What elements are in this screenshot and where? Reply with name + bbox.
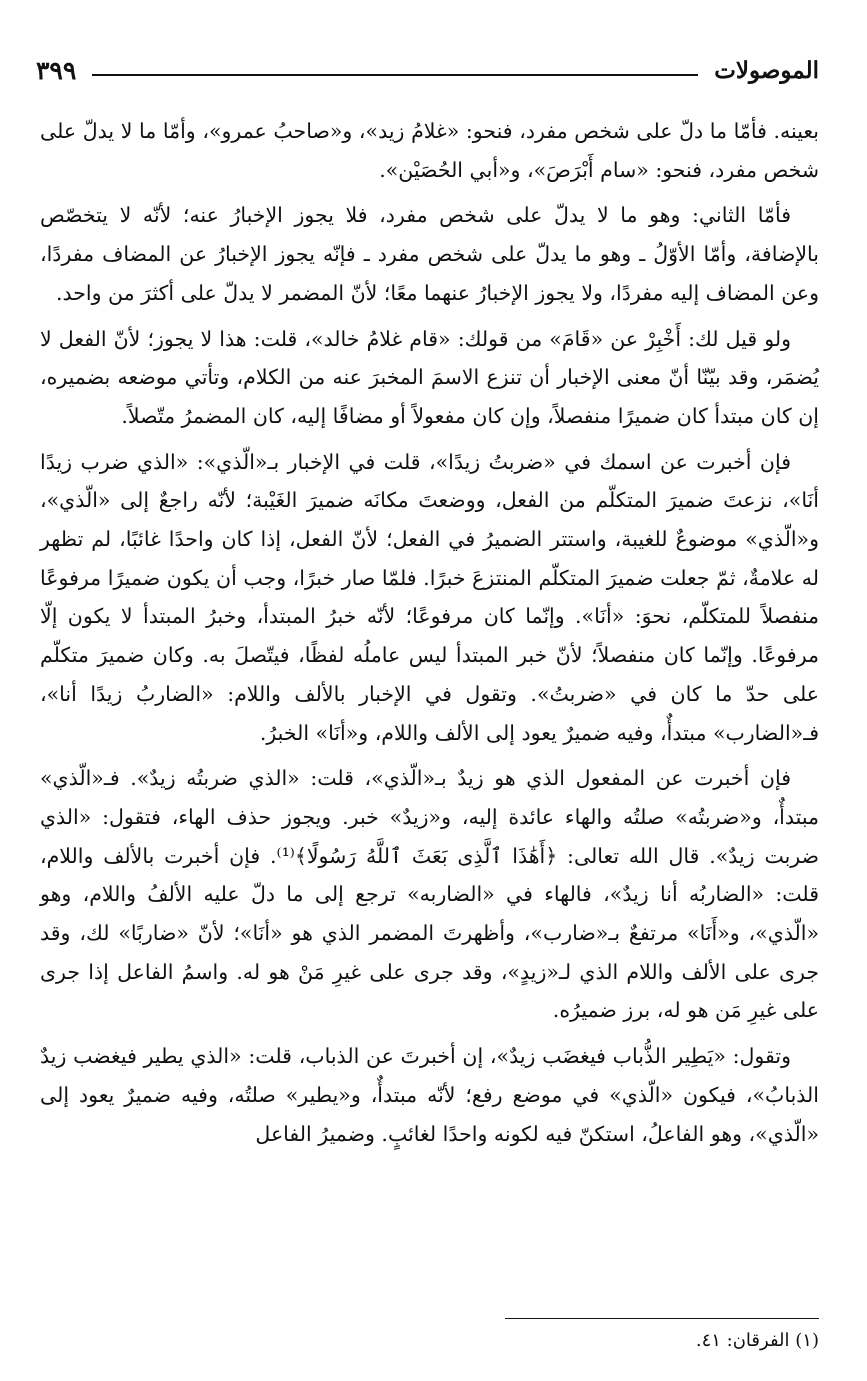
main-text — [40, 112, 819, 1160]
paragraph: فإن أخبرت عن اسمك في «ضربتُ زيدًا»، قلت في الإخبار بـ«الّذي»: «الذي ضرب زيدًا أنَا»، نزعتَ ضميرَ المتكلّم من الفعل، ووضعتَ مكانَه ضميرَ الغَيْبة؛ لأنّه راجعٌ إلى «الّذي»، و«الّذي» موضوعٌ للغيبة، واستتر الضميرُ في الفعل؛ لأنّ الفعل، إذا كان واحدًا غائبًا، لم تظهر له علامةٌ، ثمّ جعلت ضميرَ المتكلّم المنتزعَ خبرًا. فلمّا صار خبرًا، وجب أن يكون ضميرًا مرفوعًا منفصلاً للمتكلّم، نحوَ: «أنَا». وإنّما كان مرفوعًا؛ لأنّه خبرُ المبتدأ، وخبرُ المبتدأ لا يكون إلّا مرفوعًا. وإنّما كان منفصلاً؛ لأنّ خبر المبتدأ ليس عاملُه لفظًا، فيتّصلَ به. وكان ضميرَ متكلّم على حدّ ما كان في «ضربتُ». وتقول في الإخبار بالألف واللام: «الضاربُ زيدًا أنا»، فـ«الضارب» مبتدأٌ، وفيه ضميرٌ يعود إلى الألف واللام، و«أنَا» الخبرُ. — [40, 449, 819, 745]
header-rule — [92, 74, 698, 76]
paragraph: بعينه. فأمّا ما دلّ على شخص مفرد، فنحو: «غلامُ زيد»، و«صاحبُ عمرو»، وأمّا ما لا يدلّ على شخص مفرد، فنحو: «سام أَبْرَصَ»، و«أبي الحُصَيْن». — [40, 119, 819, 182]
paragraph: وتقول: «يَطِير الذُّباب فيغضَب زيدٌ»، إن أخبرتَ عن الذباب، قلت: «الذي يطير فيغضب زيدٌ الذبابُ»، فيكون «الّذي» في موضع رفع؛ لأنّه مبتدأٌ، و«يطير» صلتُه، وفيه ضميرٌ يعود إلى «الّذي»، وهو الفاعلُ، استكنّ فيه لكونه واحدًا لغائبٍ. وضميرُ الفاعل — [40, 1044, 819, 1146]
paragraph: فإن أخبرت عن المفعول الذي هو زيدٌ بـ«الّذي»، قلت: «الذي ضربتُه زيدٌ». فـ«الّذي» مبتدأٌ، و«ضربتُه» صلتُه والهاء عائدة إليه، و«زيدٌ» خبر. ويجوز حذف الهاء، فتقول: «الذي ضربت زيدٌ». قال الله تعالى: ﴿أَهَٰذَا ٱلَّذِى بَعَثَ ٱللَّهُ رَسُولًا﴾⁽¹⁾. فإن أخبرت بالألف واللام، قلت: «الضاربُه أنا زيدٌ»، فالهاء في «الضاربه» ترجع إلى ما دلّ عليه الألفُ واللام، وهو «الّذي»، و«أَنَا» مرتفعٌ بـ«ضارب»، وأظهرتَ المضمر الذي هو «أنَا»؛ لأنّ «ضاربًا» لك، وقد جرى على الألف واللام الذي لـ«زيدٍ»، وقد جرى على غيرِ مَنْ هو له. واسمُ الفاعل إذا جرى على غيرِ مَن هو له، برز ضميرُه. — [40, 766, 819, 1023]
chapter-title: الموصولات — [714, 56, 819, 84]
paragraph: ولو قيل لك: أَخْبِرْ عن «قَامَ» من قولك: «قام غلامُ خالد»، قلت: هذا لا يجوز؛ لأنّ الفعل لا يُضمَر، وقد بيّنّا أنّ معنى الإخبار أن تنزع الاسمَ المخبرَ عنه من الكلام، وتأتي موضعه بضميره، إن كان مبتدأ كان ضميرًا منفصلاً، وإن كان مفعولاً أو مضافًا إليه، كان المضمرُ متّصلاً. — [40, 326, 819, 428]
footnote-rule — [505, 1318, 819, 1319]
paragraph: فأمّا الثاني: وهو ما لا يدلّ على شخص مفرد، فلا يجوز الإخبارُ عنه؛ لأنّه لا يتخصّص بالإضافة، وأمّا الأوّلُ ـ وهو ما يدلّ على شخص مفرد ـ فإنّه يجوز الإخبارُ عن المضاف مفردًا، وعن المضاف إليه مفردًا، ولا يجوز الإخبارُ عنهما معًا؛ لأنّ المضمر لا يدلّ على أكثرَ من واحد. — [40, 203, 819, 305]
page-number: ٣٩٩ — [36, 55, 77, 85]
footnote: (١) الفرقان: ٤١. — [695, 1330, 819, 1351]
running-header — [36, 50, 819, 90]
